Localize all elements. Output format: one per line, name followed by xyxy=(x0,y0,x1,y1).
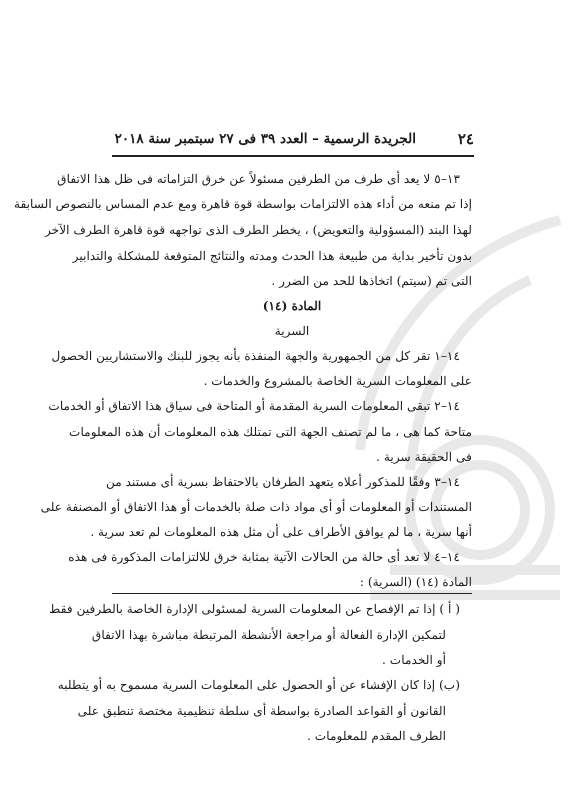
paragraph-13-5-line-4: بدون تأخير بداية من طبيعة هذا الحدث ومدته والنتائج المتوقعة للمشكلة والتدابير xyxy=(72,249,472,263)
paragraph-13-5-line-1: ١٣–٥ لا يعد أى طرف من الطرفين مسئولاً عن خرق التزاماته فى ظل هذا الاتفاق xyxy=(57,172,460,186)
paragraph-14-2-line-3: فى الحقيقة سرية . xyxy=(376,450,472,464)
page-header xyxy=(112,130,474,152)
article-subheading: السرية xyxy=(274,324,310,338)
paragraph-14-3-line-2: المستندات أو المعلومات أو أى مواد ذات صلة بالخدمات أو هذا الاتفاق أو المصنفة على xyxy=(40,500,472,514)
item-a-line-2: لتمكين الإدارة الفعالة أو مراجعة الأنشطة المرتبطة مباشرة بهذا الاتفاق xyxy=(91,628,446,642)
item-b-line-2: القانون أو القواعد الصادرة بواسطة أى سلطة تنظيمية مختصة تنطبق على xyxy=(77,704,446,718)
page-number: ٢٤ xyxy=(457,130,474,148)
running-title: الجريدة الرسمية – العدد ٣٩ فى ٢٧ سبتمبر سنة ٢٠١٨ xyxy=(114,131,416,147)
paragraph-14-3-line-3: أنها سرية ، ما لم يوافق الأطراف على أن مثل هذه المعلومات لم تعد سرية . xyxy=(90,525,472,539)
paragraph-13-5-line-5: التى تم (سيتم) اتخاذها للحد من الضرر . xyxy=(271,274,472,288)
paragraph-14-2-line-1: ١٤–٢ تبقى المعلومات السرية المقدمة أو المتاحة فى سياق هذا الاتفاق أو الخدمات xyxy=(48,399,460,413)
article-heading: المادة (١٤) xyxy=(262,299,322,313)
item-a-line-1: ( أ ) إذا تم الإفصاح عن المعلومات السرية لمسئولى الإدارة الخاصة بالطرفين فقط xyxy=(49,602,460,616)
paragraph-14-1-line-1: ١٤–١ تقر كل من الجمهورية والجهة المنفذة بأنه يجوز للبنك والاستشاريين الحصول xyxy=(51,349,460,363)
paragraph-14-4-line-1: ١٤–٤ لا تعد أى حالة من الحالات الآتية بمثابة خرق للالتزامات المذكورة فى هذه xyxy=(68,550,460,564)
header-rule xyxy=(112,155,474,157)
paragraph-13-5-line-2: إذا تم منعه من أداء هذه الالتزامات بواسطة قوة قاهرة ومع عدم المساس بالنصوص السابقة xyxy=(13,197,472,211)
item-b-line-3: الطرف المقدم للمعلومات . xyxy=(307,729,446,743)
paragraph-14-4-underline xyxy=(112,593,472,594)
paragraph-14-4-line-2: المادة (١٤) (السرية) : xyxy=(359,575,472,589)
paragraph-14-1-line-2: على المعلومات السرية الخاصة بالمشروع والخدمات . xyxy=(203,374,472,388)
item-a-line-3: أو الخدمات . xyxy=(382,653,446,667)
paragraph-13-5-line-3: لهذا البند (المسؤولية والتعويض) ، يخطر الطرف الذى تواجهه قوة قاهرة الطرف الآخر xyxy=(44,223,472,237)
paragraph-14-2-line-2: متاحة كما هى ، ما لم تصنف الجهة التى تمتلك هذه المعلومات أن هذه المعلومات xyxy=(69,425,472,439)
item-b-line-1: (ب) إذا كان الإفشاء عن أو الحصول على المعلومات السرية مسموح به أو يتطلبه xyxy=(57,678,460,692)
paragraph-14-3-line-1: ١٤–٣ وفقًا للمذكور أعلاه يتعهد الطرفان بالاحتفاظ بسرية أى مستند من xyxy=(105,475,460,489)
